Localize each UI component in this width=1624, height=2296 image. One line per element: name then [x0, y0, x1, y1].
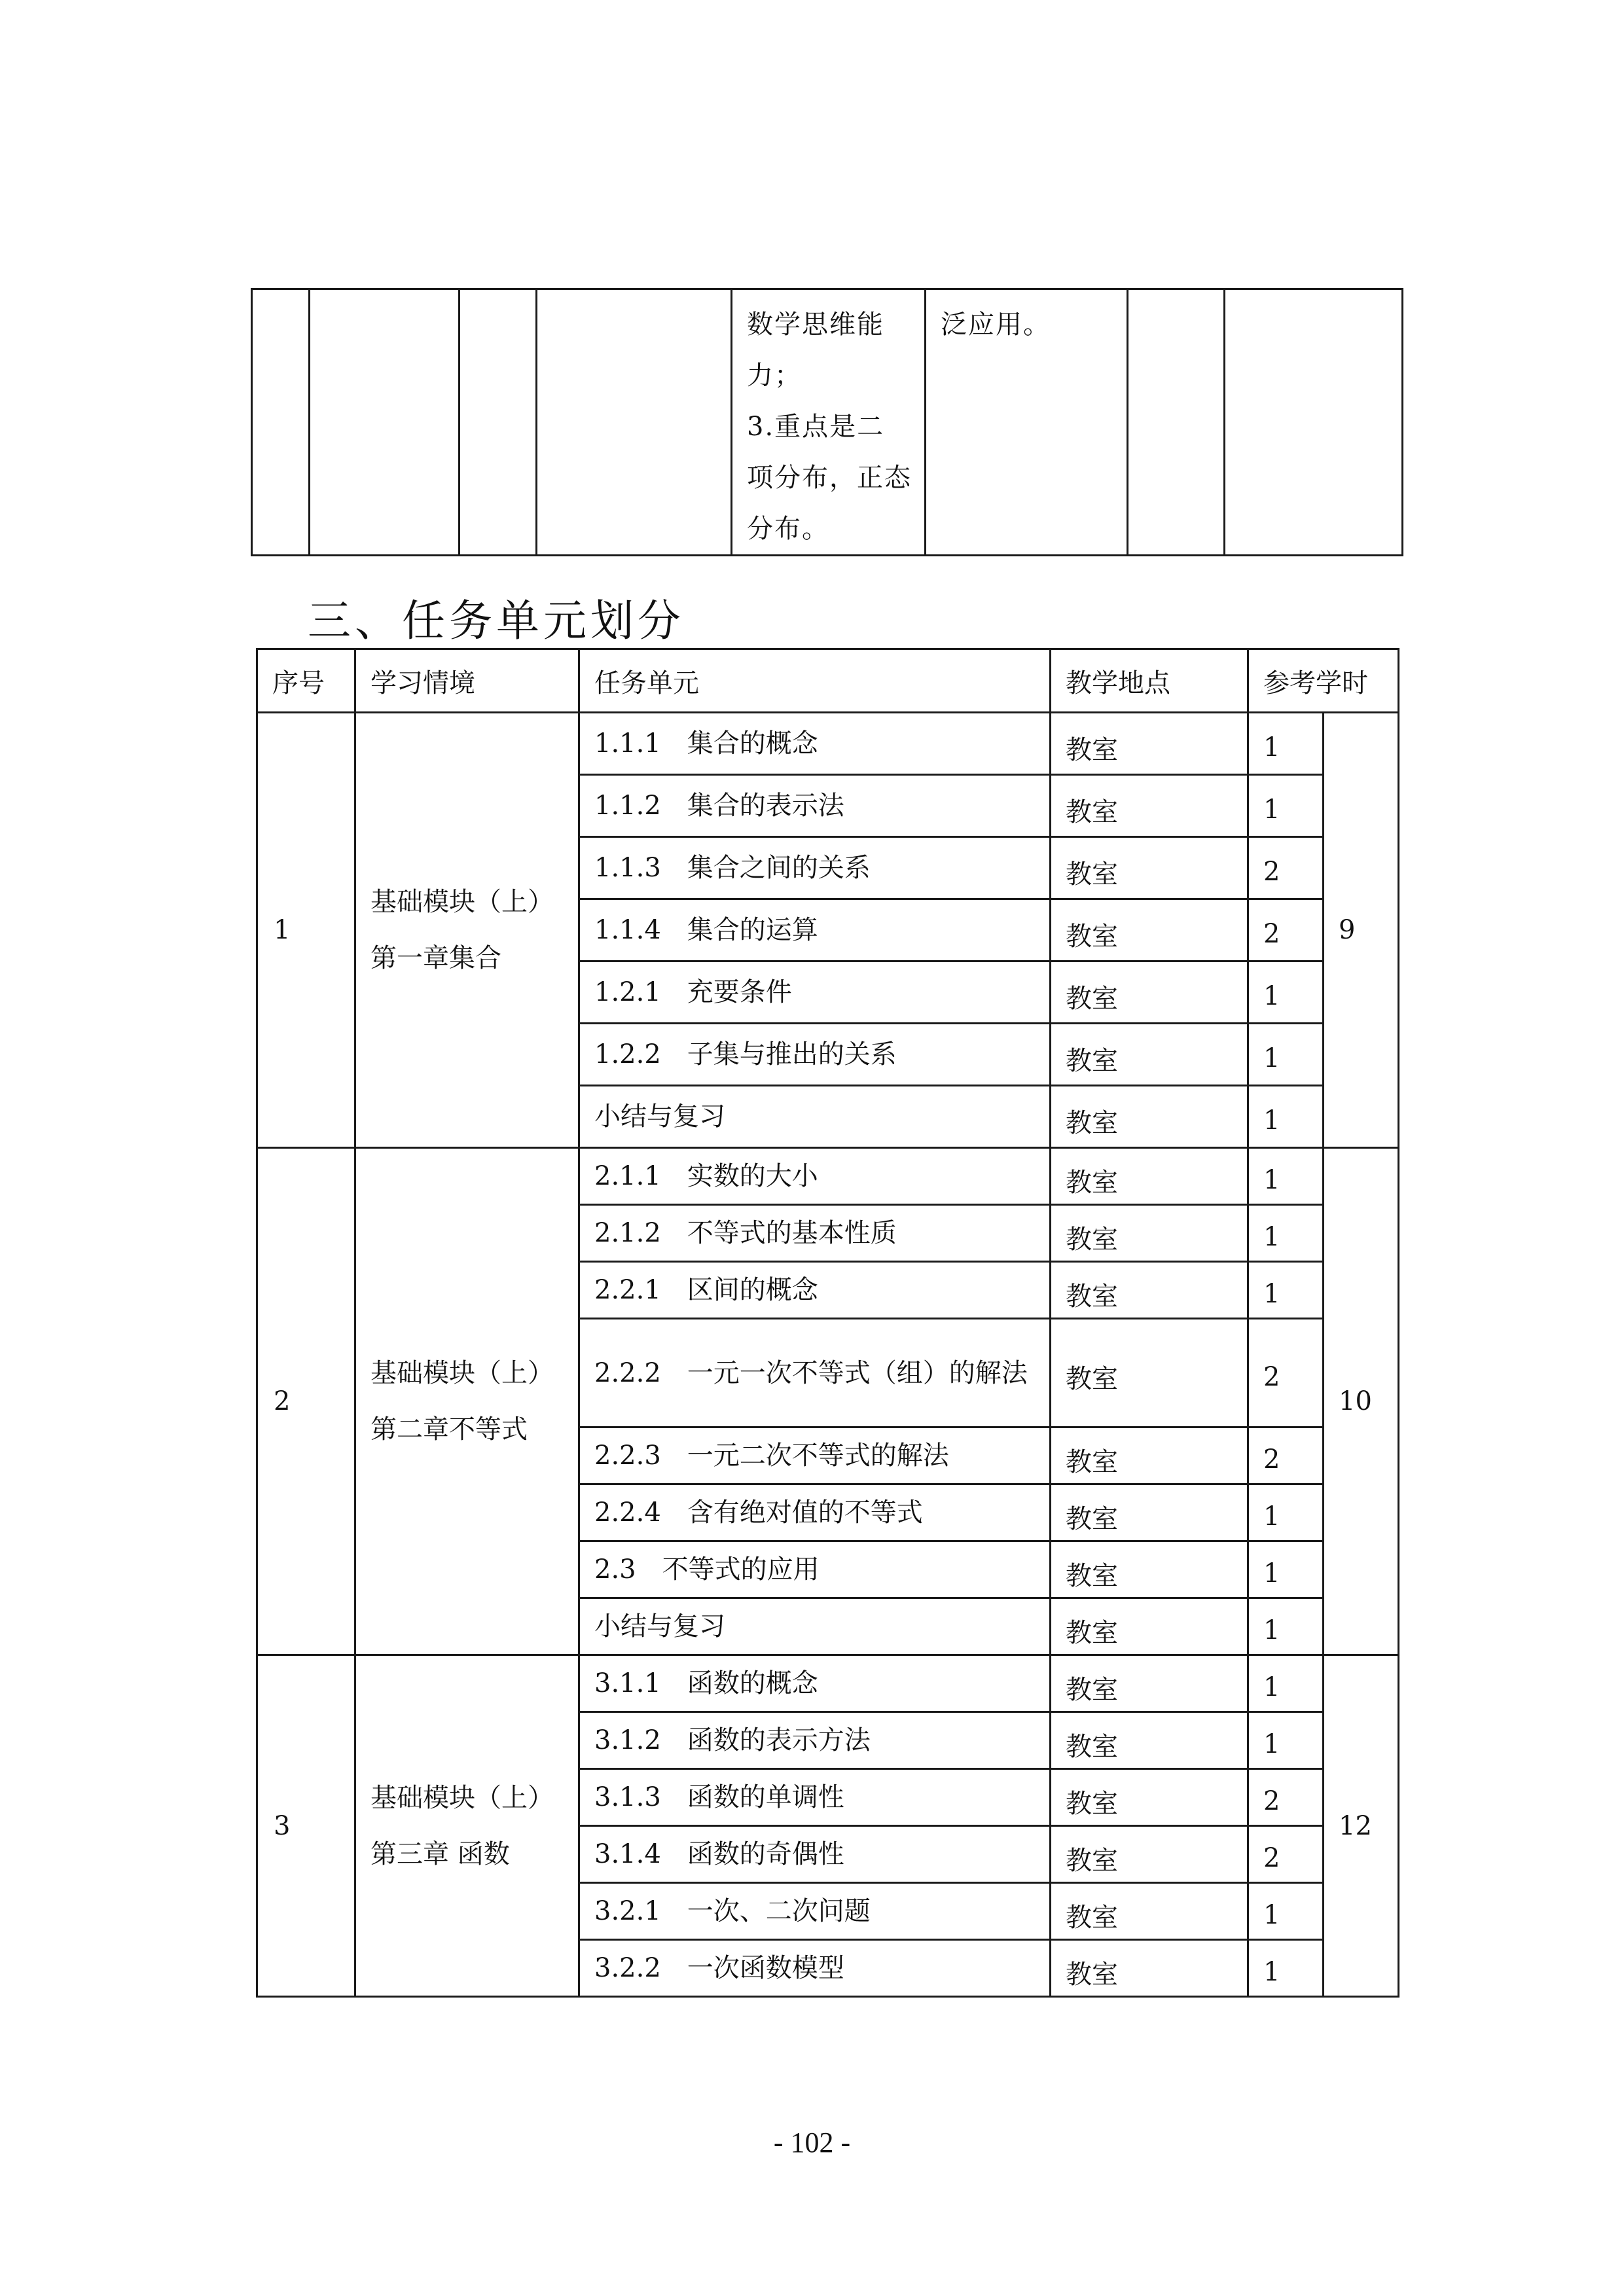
- task-unit: 3.1.2 函数的表示方法: [579, 1712, 1051, 1769]
- task-unit: 3.1.4 函数的奇偶性: [579, 1826, 1051, 1883]
- task-unit: 2.3 不等式的应用: [579, 1541, 1051, 1598]
- context-line: 第一章集合: [370, 943, 501, 973]
- task-unit-table: [256, 648, 1399, 1998]
- table-cell: [1128, 289, 1225, 556]
- task-unit: 3.2.1 一次、二次问题: [579, 1883, 1051, 1940]
- row-index: 3: [257, 1655, 355, 1997]
- text-line: 力；: [747, 361, 802, 391]
- reference-hours: 1: [1248, 1655, 1324, 1712]
- table-cell: [460, 289, 537, 556]
- table-cell: [1225, 289, 1403, 556]
- total-hours: 10: [1324, 1148, 1399, 1655]
- context-line: 第二章不等式: [370, 1414, 528, 1444]
- teaching-place: 教室: [1051, 775, 1248, 837]
- section-heading: 三、任务单元划分: [308, 596, 685, 646]
- header-context: 学习情境: [355, 649, 579, 713]
- teaching-place: 教室: [1051, 1769, 1248, 1826]
- context-line: 基础模块（上）: [370, 1782, 554, 1813]
- table-row: [257, 713, 1399, 775]
- table-cell: [252, 289, 310, 556]
- reference-hours: 1: [1248, 1940, 1324, 1997]
- teaching-place: 教室: [1051, 713, 1248, 775]
- task-unit: 1.2.1 充要条件: [579, 961, 1051, 1024]
- reference-hours: 1: [1248, 1205, 1324, 1262]
- task-unit: 3.1.3 函数的单调性: [579, 1769, 1051, 1826]
- text-line: 分布。: [747, 514, 829, 544]
- reference-hours: 1: [1248, 775, 1324, 837]
- context-line: 基础模块（上）: [370, 1358, 554, 1388]
- task-unit: 小结与复习: [579, 1086, 1051, 1148]
- teaching-place: 教室: [1051, 1712, 1248, 1769]
- reference-hours: 2: [1248, 1826, 1324, 1883]
- teaching-place: 教室: [1051, 1148, 1248, 1205]
- total-hours: 9: [1324, 713, 1399, 1148]
- teaching-place: 教室: [1051, 1319, 1248, 1427]
- header-place: 教学地点: [1051, 649, 1248, 713]
- teaching-place: 教室: [1051, 837, 1248, 899]
- teaching-place: 教室: [1051, 1940, 1248, 1997]
- reference-hours: 2: [1248, 1769, 1324, 1826]
- table-body: [257, 649, 1399, 1997]
- reference-hours: 1: [1248, 1883, 1324, 1940]
- reference-hours: 1: [1248, 1598, 1324, 1655]
- learning-context: [355, 1655, 579, 1997]
- task-unit: 小结与复习: [579, 1598, 1051, 1655]
- reference-hours: 1: [1248, 1024, 1324, 1086]
- table-cell: [310, 289, 460, 556]
- task-unit: 2.2.2 一元一次不等式（组）的解法: [579, 1319, 1051, 1427]
- reference-hours: 1: [1248, 1148, 1324, 1205]
- reference-hours: 1: [1248, 1484, 1324, 1541]
- task-unit: 2.2.1 区间的概念: [579, 1262, 1051, 1319]
- table-header-row: [257, 649, 1399, 713]
- teaching-place: 教室: [1051, 1262, 1248, 1319]
- text-line: 项分布，正态: [747, 463, 912, 493]
- task-unit: 3.2.2 一次函数模型: [579, 1940, 1051, 1997]
- reference-hours: 1: [1248, 1712, 1324, 1769]
- context-line: 第三章 函数: [370, 1839, 510, 1869]
- task-unit: 1.1.2 集合的表示法: [579, 775, 1051, 837]
- reference-hours: 2: [1248, 1427, 1324, 1484]
- reference-hours: 1: [1248, 713, 1324, 775]
- table-cell: [926, 289, 1128, 556]
- reference-hours: 1: [1248, 1541, 1324, 1598]
- text-line: 泛应用。: [941, 310, 1051, 340]
- teaching-place: 教室: [1051, 899, 1248, 961]
- reference-hours: 1: [1248, 1262, 1324, 1319]
- teaching-place: 教室: [1051, 1655, 1248, 1712]
- teaching-place: 教室: [1051, 1541, 1248, 1598]
- teaching-place: 教室: [1051, 1205, 1248, 1262]
- text-line: 3.重点是二: [747, 412, 885, 442]
- task-unit: 2.2.3 一元二次不等式的解法: [579, 1427, 1051, 1484]
- task-unit: 1.1.4 集合的运算: [579, 899, 1051, 961]
- header-index: 序号: [257, 649, 355, 713]
- table-row: [257, 1655, 1399, 1712]
- header-task: 任务单元: [579, 649, 1051, 713]
- reference-hours: 1: [1248, 961, 1324, 1024]
- total-hours: 12: [1324, 1655, 1399, 1997]
- learning-context: [355, 1148, 579, 1655]
- learning-context: [355, 713, 579, 1148]
- row-index: 2: [257, 1148, 355, 1655]
- cell-text: [732, 290, 924, 554]
- task-unit: 2.1.1 实数的大小: [579, 1148, 1051, 1205]
- reference-hours: 2: [1248, 1319, 1324, 1427]
- reference-hours: 2: [1248, 899, 1324, 961]
- table-cell: [732, 289, 926, 556]
- task-unit: 2.1.2 不等式的基本性质: [579, 1205, 1051, 1262]
- task-unit: 1.2.2 子集与推出的关系: [579, 1024, 1051, 1086]
- teaching-place: 教室: [1051, 1086, 1248, 1148]
- text-line: 数学思维能: [747, 310, 884, 340]
- reference-hours: 1: [1248, 1086, 1324, 1148]
- table-cell: [537, 289, 732, 556]
- teaching-place: 教室: [1051, 1826, 1248, 1883]
- teaching-place: 教室: [1051, 1598, 1248, 1655]
- header-hours: 参考学时: [1248, 649, 1399, 713]
- teaching-place: 教室: [1051, 1484, 1248, 1541]
- reference-hours: 2: [1248, 837, 1324, 899]
- task-unit: 1.1.1 集合的概念: [579, 713, 1051, 775]
- row-index: 1: [257, 713, 355, 1148]
- task-unit: 1.1.3 集合之间的关系: [579, 837, 1051, 899]
- table-row: [257, 1148, 1399, 1205]
- continuation-table: [251, 288, 1403, 556]
- task-unit: 2.2.4 含有绝对值的不等式: [579, 1484, 1051, 1541]
- teaching-place: 教室: [1051, 1883, 1248, 1940]
- page-number: - 102 -: [773, 2126, 851, 2159]
- teaching-place: 教室: [1051, 961, 1248, 1024]
- context-line: 基础模块（上）: [370, 887, 554, 917]
- teaching-place: 教室: [1051, 1427, 1248, 1484]
- cell-text: [926, 290, 1127, 350]
- table-row: [252, 289, 1403, 556]
- teaching-place: 教室: [1051, 1024, 1248, 1086]
- task-unit: 3.1.1 函数的概念: [579, 1655, 1051, 1712]
